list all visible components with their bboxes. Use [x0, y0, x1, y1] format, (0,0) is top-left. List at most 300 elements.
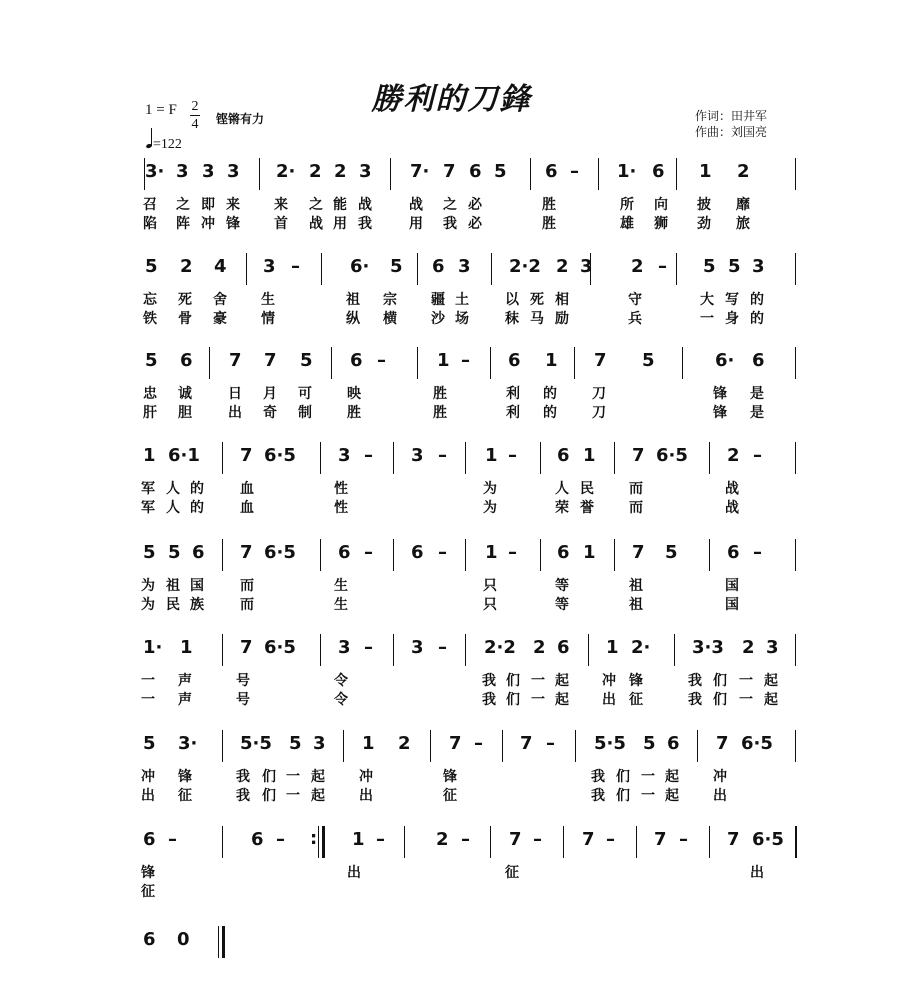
lyric-verse-1: 锋: [178, 769, 192, 785]
lyric-verse-1: 可: [298, 386, 312, 402]
lyric-verse-2: 为: [483, 500, 497, 516]
note: 6: [143, 929, 156, 950]
lyric-verse-1: 我: [591, 769, 605, 785]
note: 3: [766, 637, 779, 658]
barline: [676, 158, 677, 190]
lyric-verse-2: 利: [506, 405, 520, 421]
lyric-verse-1: 相: [555, 292, 569, 308]
lyric-verse-2: 民: [166, 597, 180, 613]
lyric-verse-1: 大: [700, 292, 714, 308]
lyric-verse-1: 来: [226, 197, 240, 213]
note: –: [533, 829, 542, 850]
lyric-verse-2: 旅: [736, 216, 750, 232]
barline: [636, 826, 637, 858]
note: 3: [411, 445, 424, 466]
lyric-verse-1: 即: [201, 197, 215, 213]
note: 1: [545, 350, 558, 371]
note: 7: [727, 829, 740, 850]
lyric-verse-2: 国: [725, 597, 739, 613]
lyric-verse-2: 铁: [143, 311, 157, 327]
lyric-verse-1: 冲: [602, 673, 616, 689]
lyric-verse-2: 陷: [143, 216, 157, 232]
lyric-verse-1: 战: [358, 197, 372, 213]
expression-mark: 铿锵有力: [216, 112, 265, 126]
lyric-verse-2: 族: [190, 597, 204, 613]
lyric-verse-2: 令: [334, 692, 348, 708]
lyric-verse-1: 一: [641, 769, 655, 785]
note: –: [461, 350, 470, 371]
lyric-verse-2: 用: [333, 216, 347, 232]
lyric-verse-1: 起: [665, 769, 679, 785]
note: 2: [334, 161, 347, 182]
lyric-verse-2: 出: [713, 788, 727, 804]
barline: [530, 158, 531, 190]
lyric-verse-1: 死: [530, 292, 544, 308]
note: 6: [350, 350, 363, 371]
final-barline: [218, 926, 219, 958]
note: –: [276, 829, 285, 850]
lyric-verse-1: 召: [143, 197, 157, 213]
note: 7: [240, 445, 253, 466]
note: 6·5: [741, 733, 773, 754]
lyric-verse-1: 胜: [433, 386, 447, 402]
lyric-verse-2: 劲: [697, 216, 711, 232]
note: 5·5: [240, 733, 272, 754]
lyric-verse-1: 民: [580, 481, 594, 497]
lyric-verse-1: 只: [483, 578, 497, 594]
note: 6: [557, 542, 570, 563]
barline: [598, 158, 599, 190]
note: –: [474, 733, 483, 754]
credits: [695, 108, 767, 140]
lyric-verse-2: 胜: [433, 405, 447, 421]
lyric-verse-2: 号: [236, 692, 250, 708]
lyric-verse-1: 守: [628, 292, 642, 308]
note: 6·5: [656, 445, 688, 466]
lyric-verse-2: 我: [358, 216, 372, 232]
note: 1: [180, 637, 193, 658]
lyric-verse-2: 刀: [592, 405, 606, 421]
barline: [222, 730, 223, 762]
note: 6: [192, 542, 205, 563]
note: –: [570, 161, 579, 182]
lyric-verse-1: 国: [725, 578, 739, 594]
lyric-verse-2: 马: [530, 311, 544, 327]
note: 5: [643, 733, 656, 754]
lyric-verse-2: 我: [236, 788, 250, 804]
lyric-verse-1: 等: [555, 578, 569, 594]
lyric-verse-1: 写: [725, 292, 739, 308]
note: 1: [583, 542, 596, 563]
lyric-verse-1: 诚: [178, 386, 192, 402]
note: 2·2: [509, 256, 541, 277]
barline: [209, 347, 210, 379]
time-signature-bottom: 4: [191, 117, 199, 132]
lyric-verse-1: 之: [309, 197, 323, 213]
lyric-verse-1: 所: [620, 197, 634, 213]
barline: [320, 634, 321, 666]
lyric-verse-1: 胜: [542, 197, 556, 213]
barline: [709, 442, 710, 474]
lyric-verse-1: 我: [482, 673, 496, 689]
note: 3: [176, 161, 189, 182]
lyric-verse-1: 们: [713, 673, 727, 689]
note: –: [364, 445, 373, 466]
lyric-verse-2: 沙: [431, 311, 445, 327]
song-title: 勝利的刀鋒: [371, 82, 532, 117]
lyric-verse-1: 日: [228, 386, 242, 402]
note: –: [364, 542, 373, 563]
note: 5: [642, 350, 655, 371]
lyric-verse-2: 首: [274, 216, 288, 232]
note: 3: [580, 256, 593, 277]
note: 1: [143, 445, 156, 466]
note: 7: [632, 542, 645, 563]
lyric-verse-1: 利: [506, 386, 520, 402]
lyric-verse-1: 征: [505, 865, 519, 881]
note: 6: [432, 256, 445, 277]
note: –: [438, 542, 447, 563]
tempo-marking: [145, 134, 182, 153]
barline: [321, 253, 322, 285]
barline: [540, 539, 541, 571]
lyric-verse-2: 起: [555, 692, 569, 708]
note: 0: [177, 929, 190, 950]
note: –: [606, 829, 615, 850]
lyric-verse-2: 阵: [176, 216, 190, 232]
lyric-verse-2: 征: [178, 788, 192, 804]
lyric-verse-2: 是: [750, 405, 764, 421]
note: 5: [143, 733, 156, 754]
note: 7: [594, 350, 607, 371]
lyric-verse-2: 横: [383, 311, 397, 327]
note: –: [438, 445, 447, 466]
barline: [491, 253, 492, 285]
barline: [331, 347, 332, 379]
lyric-verse-2: 人: [166, 500, 180, 516]
note: 5: [168, 542, 181, 563]
note: –: [753, 445, 762, 466]
lyric-verse-1: 人: [555, 481, 569, 497]
note: 3·3: [692, 637, 724, 658]
lyric-verse-2: 锋: [226, 216, 240, 232]
key-signature: 1 = F: [145, 102, 177, 118]
note: 6: [545, 161, 558, 182]
repeat-barline: [318, 826, 319, 858]
barline: [588, 634, 589, 666]
note: 6·1: [168, 445, 200, 466]
lyric-verse-1: 刀: [592, 386, 606, 402]
lyric-verse-2: 血: [240, 500, 254, 516]
lyric-verse-1: 披: [697, 197, 711, 213]
lyric-verse-2: 骨: [178, 311, 192, 327]
note: 3: [752, 256, 765, 277]
lyric-verse-2: 声: [178, 692, 192, 708]
note: 7: [240, 637, 253, 658]
lyric-verse-2: 的: [543, 405, 557, 421]
note: 7: [449, 733, 462, 754]
lyric-verse-1: 锋: [443, 769, 457, 785]
lyric-verse-1: 军: [141, 481, 155, 497]
lyric-verse-1: 出: [750, 865, 764, 881]
barline: [795, 253, 796, 285]
lyric-verse-1: 来: [274, 197, 288, 213]
note: 2: [398, 733, 411, 754]
barline: [709, 539, 710, 571]
note: 6: [469, 161, 482, 182]
note: 7: [632, 445, 645, 466]
note: 6: [652, 161, 665, 182]
barline: [574, 347, 575, 379]
lyric-verse-2: 兵: [628, 311, 642, 327]
note: 2: [631, 256, 644, 277]
lyric-verse-2: 一: [531, 692, 545, 708]
lyric-verse-2: 性: [334, 500, 348, 516]
lyric-verse-1: 国: [190, 578, 204, 594]
lyric-verse-1: 锋: [141, 865, 155, 881]
tempo-value: =122: [153, 137, 182, 152]
note: 6·: [350, 256, 370, 277]
lyric-verse-1: 生: [334, 578, 348, 594]
lyric-verse-1: 的: [543, 386, 557, 402]
note: 1: [352, 829, 365, 850]
composer: 作曲：刘国亮: [695, 125, 768, 139]
note: 3: [227, 161, 240, 182]
lyric-verse-2: 的: [750, 311, 764, 327]
lyric-verse-1: 们: [616, 769, 630, 785]
note: 7: [240, 542, 253, 563]
lyric-verse-2: 们: [262, 788, 276, 804]
lyric-verse-1: 疆: [431, 292, 445, 308]
lyric-verse-2: 战: [725, 500, 739, 516]
note: 3: [411, 637, 424, 658]
barline: [222, 634, 223, 666]
note: 2·2: [484, 637, 516, 658]
lyric-verse-1: 们: [262, 769, 276, 785]
lyric-verse-1: 声: [178, 673, 192, 689]
lyric-verse-2: 一: [641, 788, 655, 804]
note: –: [679, 829, 688, 850]
lyric-verse-1: 一: [739, 673, 753, 689]
lyric-verse-2: 一: [700, 311, 714, 327]
note: 2: [533, 637, 546, 658]
note: 7·: [410, 161, 430, 182]
lyric-verse-1: 向: [654, 197, 668, 213]
note: –: [438, 637, 447, 658]
note: 7: [582, 829, 595, 850]
lyric-verse-2: 用: [409, 216, 423, 232]
note: 3: [338, 445, 351, 466]
lyric-verse-2: 奇: [263, 405, 277, 421]
note: 5: [300, 350, 313, 371]
note: 6: [143, 829, 156, 850]
note: 6·5: [264, 637, 296, 658]
barline: [417, 253, 418, 285]
lyricist: 作词：田井军: [695, 109, 768, 123]
lyric-verse-1: 的: [750, 292, 764, 308]
note: –: [508, 542, 517, 563]
lyric-verse-1: 宗: [383, 292, 397, 308]
note: 3: [458, 256, 471, 277]
lyric-verse-1: 映: [347, 386, 361, 402]
note: 1: [437, 350, 450, 371]
lyric-verse-2: 等: [555, 597, 569, 613]
note: 5: [494, 161, 507, 182]
lyric-verse-2: 我: [688, 692, 702, 708]
note: 3·: [178, 733, 198, 754]
note: –: [364, 637, 373, 658]
time-signature-top: 2: [191, 99, 199, 114]
lyric-verse-2: 秣: [505, 311, 519, 327]
note: 7: [229, 350, 242, 371]
lyric-verse-1: 号: [236, 673, 250, 689]
barline: [709, 826, 710, 858]
barline: [393, 442, 394, 474]
lyric-verse-2: 制: [298, 405, 312, 421]
barline: [320, 442, 321, 474]
note: 2: [556, 256, 569, 277]
note: 6: [727, 542, 740, 563]
lyric-verse-1: 能: [333, 197, 347, 213]
barline: [222, 442, 223, 474]
note: 2: [180, 256, 193, 277]
note: 3·: [145, 161, 165, 182]
lyric-verse-2: 我: [482, 692, 496, 708]
lyric-verse-2: 只: [483, 597, 497, 613]
lyric-verse-1: 忘: [143, 292, 157, 308]
note: 2: [309, 161, 322, 182]
barline: [393, 539, 394, 571]
note: –: [753, 542, 762, 563]
lyric-verse-2: 而: [240, 597, 254, 613]
lyric-verse-1: 之: [443, 197, 457, 213]
barline: [465, 442, 466, 474]
note: 6: [251, 829, 264, 850]
lyric-verse-2: 胜: [347, 405, 361, 421]
lyric-verse-1: 之: [176, 197, 190, 213]
quarter-note-icon: [145, 134, 153, 148]
lyric-verse-1: 锋: [629, 673, 643, 689]
barline: [465, 634, 466, 666]
note: 6: [508, 350, 521, 371]
barline: [490, 347, 491, 379]
barline: [540, 442, 541, 474]
note: 2·: [631, 637, 651, 658]
barline: [343, 730, 344, 762]
lyric-verse-2: 胆: [178, 405, 192, 421]
lyric-verse-1: 祖: [629, 578, 643, 594]
barline: [222, 826, 223, 858]
note: –: [291, 256, 300, 277]
note: 7: [716, 733, 729, 754]
lyric-verse-1: 一: [286, 769, 300, 785]
note: 6·5: [264, 445, 296, 466]
note: 6: [180, 350, 193, 371]
note: 5: [728, 256, 741, 277]
lyric-verse-2: 们: [713, 692, 727, 708]
lyric-verse-2: 誉: [580, 500, 594, 516]
barline: [246, 253, 247, 285]
time-signature: [190, 98, 200, 133]
barline: [465, 539, 466, 571]
lyric-verse-2: 情: [261, 311, 275, 327]
barline: [390, 158, 391, 190]
lyric-verse-2: 一: [141, 692, 155, 708]
note: –: [546, 733, 555, 754]
lyric-verse-1: 战: [409, 197, 423, 213]
barline: [320, 539, 321, 571]
barline: [795, 347, 796, 379]
lyric-verse-2: 出: [228, 405, 242, 421]
lyric-verse-2: 为: [141, 597, 155, 613]
lyric-verse-1: 必: [468, 197, 482, 213]
lyric-verse-2: 征: [629, 692, 643, 708]
lyric-verse-1: 为: [141, 578, 155, 594]
barline: [502, 730, 503, 762]
note: 1·: [617, 161, 637, 182]
note: 4: [214, 256, 227, 277]
note: 5: [143, 542, 156, 563]
lyric-verse-1: 死: [178, 292, 192, 308]
lyric-verse-1: 土: [455, 292, 469, 308]
lyric-verse-2: 的: [190, 500, 204, 516]
note: 6: [557, 445, 570, 466]
note: 5: [145, 350, 158, 371]
note: 7: [264, 350, 277, 371]
note: 2: [727, 445, 740, 466]
barline: [795, 634, 796, 666]
lyric-verse-2: 纵: [346, 311, 360, 327]
lyric-verse-2: 一: [739, 692, 753, 708]
lyric-verse-2: 身: [725, 311, 739, 327]
note: 5: [145, 256, 158, 277]
lyric-verse-1: 月: [263, 386, 277, 402]
lyric-verse-2: 们: [616, 788, 630, 804]
lyric-verse-1: 以: [505, 292, 519, 308]
note: 5: [665, 542, 678, 563]
lyric-verse-1: 们: [506, 673, 520, 689]
note: 5: [289, 733, 302, 754]
lyric-verse-1: 血: [240, 481, 254, 497]
note: 7: [654, 829, 667, 850]
lyric-verse-2: 场: [455, 311, 469, 327]
note: 5·5: [594, 733, 626, 754]
lyric-verse-2: 出: [141, 788, 155, 804]
note: 1·: [143, 637, 163, 658]
barline: [795, 826, 797, 858]
lyric-verse-2: 出: [602, 692, 616, 708]
barline: [393, 634, 394, 666]
barline: [697, 730, 698, 762]
note: –: [376, 829, 385, 850]
note: 7: [520, 733, 533, 754]
lyric-verse-2: 起: [311, 788, 325, 804]
lyric-verse-2: 起: [665, 788, 679, 804]
lyric-verse-1: 的: [190, 481, 204, 497]
lyric-verse-2: 胜: [542, 216, 556, 232]
lyric-verse-1: 而: [629, 481, 643, 497]
lyric-verse-2: 一: [286, 788, 300, 804]
note: 5: [703, 256, 716, 277]
lyric-verse-2: 征: [141, 884, 155, 900]
lyric-verse-1: 而: [240, 578, 254, 594]
lyric-verse-2: 祖: [629, 597, 643, 613]
note: 7: [443, 161, 456, 182]
note: 3: [202, 161, 215, 182]
note: 1: [699, 161, 712, 182]
lyric-verse-1: 起: [764, 673, 778, 689]
note: 6·5: [264, 542, 296, 563]
